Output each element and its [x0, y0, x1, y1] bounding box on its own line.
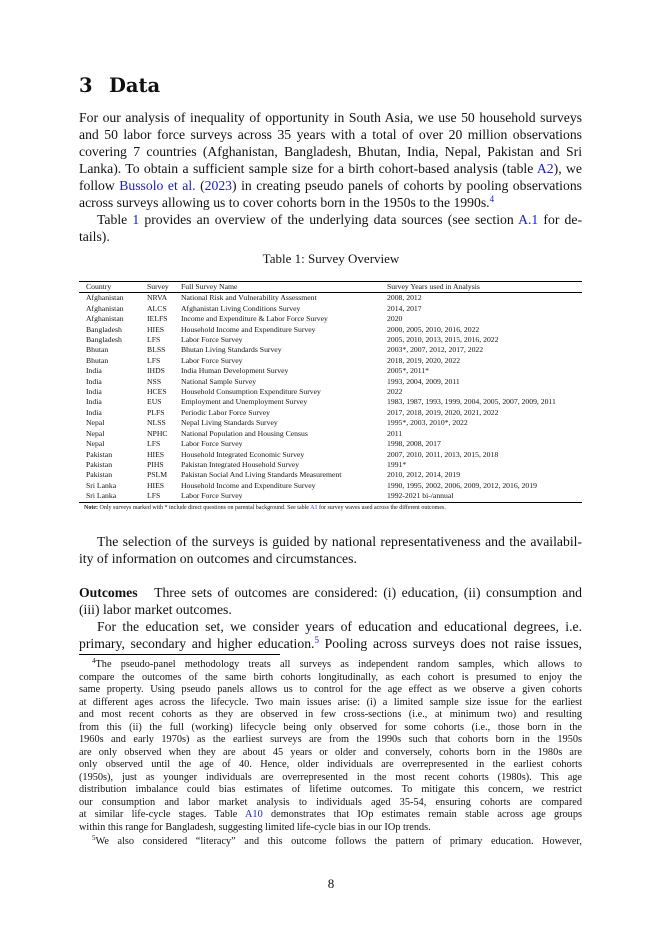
table-cell: Afghanistan	[86, 314, 124, 324]
footnote-4-line: within this range for Bangladesh, suggesting limited life-cycle bias in our IOp trends.	[79, 821, 431, 833]
table-cell: 1990, 1995, 2002, 2006, 2009, 2012, 2016, 2019	[387, 480, 537, 490]
table-cell: Periodic Labor Force Survey	[181, 407, 271, 417]
table-cell: India	[86, 397, 102, 407]
footnote-4-line: at similar life-cycle stages. Table A10 demonstrates that IOp estimates remain stable across age groups	[79, 809, 582, 820]
table-cell: Bhutan Living Standards Survey	[181, 345, 282, 355]
table-cell: 1991*	[387, 459, 407, 469]
table-cell: 1983, 1987, 1993, 1999, 2004, 2005, 2007, 2009, 2011	[387, 397, 556, 407]
table-cell: Pakistan	[86, 470, 113, 480]
intro-line: covering 7 countries (Afghanistan, Bangladesh, Bhutan, India, Nepal, Pakistan and Sri	[79, 144, 582, 159]
table-row	[79, 397, 582, 407]
table-row	[79, 491, 582, 502]
table-cell: 2022	[387, 387, 403, 397]
table-cell: Labor Force Survey	[181, 355, 243, 365]
table-cell: Household Integrated Economic Survey	[181, 449, 305, 459]
table-cell: 2018, 2019, 2020, 2022	[387, 355, 461, 365]
table-cell: PSLM	[147, 470, 168, 480]
intro-line: and 50 labor force surveys across 35 years with a total of over 20 million observations	[79, 127, 582, 142]
table-cell: 2014, 2017	[387, 303, 422, 313]
table-cell: 1993, 2004, 2009, 2011	[387, 376, 460, 386]
outcomes-line: (iii) labor market outcomes.	[79, 602, 232, 617]
table-row	[79, 366, 582, 376]
table-header-row	[79, 282, 582, 293]
table-cell: LFS	[139, 491, 173, 502]
table-cell: Household Income and Expenditure Survey	[181, 480, 316, 490]
footnote-5-marker[interactable]: 5	[314, 635, 319, 645]
citation-author-link[interactable]: Bussolo et al.	[119, 178, 196, 193]
table-cell: India	[86, 376, 102, 386]
column-header: Full Survey Name	[173, 282, 379, 293]
table-cell: BLSS	[147, 345, 166, 355]
table-a10-link[interactable]: A10	[245, 809, 263, 820]
table-cell: 2007, 2010, 2011, 2013, 2015, 2018	[387, 449, 499, 459]
footnote-4-line: are only observed when they are about 45 years or older and conversely, cohorts born in the 1980s are	[79, 746, 582, 758]
table-row	[79, 460, 582, 470]
table-cell: 2005, 2010, 2013, 2015, 2016, 2022	[387, 335, 499, 345]
table-cell: India	[86, 407, 102, 417]
table-cell: Nepal	[86, 439, 105, 449]
table-cell: Employment and Unemployment Survey	[181, 397, 308, 407]
footnote-4-line: and most recent cohorts as they are observed in few cross-sections (i.e., at minimum two) and resulting	[79, 709, 582, 720]
intro-line: For our analysis of inequality of opportunity in South Asia, we use 50 household surveys	[79, 110, 582, 125]
citation-year-link[interactable]: 2023	[204, 178, 233, 193]
footnote-4-line: at different ages across the lifecycle. Two main issues arise: (i) a limited sample size issue for the earliest	[79, 696, 582, 708]
table-cell: 2011	[387, 428, 403, 438]
table-cell: India	[86, 387, 102, 397]
footnote-4-line: $^4$The pseudo-panel methodology treats all surveys as independent random samples, which allows to	[92, 657, 582, 670]
table-cell: Pakistan	[86, 459, 113, 469]
table-row	[79, 418, 582, 428]
table-row	[79, 356, 582, 366]
table-cell: IELFS	[147, 314, 168, 324]
section-a1-link[interactable]: A.1	[518, 212, 539, 227]
table-cell: Household Income and Expenditure Survey	[181, 324, 316, 334]
section-number: 3	[79, 74, 93, 97]
outcomes-line: Outcomes Three sets of outcomes are considered: (i) education, (ii) consumption and	[79, 585, 583, 600]
footnote-4-line: (1950s), just as younger individuals are overrepresented in the most recent cohorts (1980s). This age	[79, 771, 582, 783]
table-cell: Labor Force Survey	[173, 491, 379, 502]
column-header: Country	[79, 282, 139, 293]
table-cell: Bhutan	[86, 355, 109, 365]
footnote-4-line: only observed until the age of 40. Hence, older individuals are overrepresented in the earliest cohorts	[79, 759, 582, 770]
overview-line: tails).	[79, 229, 110, 244]
table-cell: India	[86, 366, 102, 376]
footnote-4-line: our consumption and labor market analysis to individuals aged 35-54, ensuring cohorts are compared	[79, 796, 582, 808]
table-cell: Pakistan Integrated Household Survey	[181, 459, 300, 469]
table-cell: Household Consumption Expenditure Survey	[181, 387, 321, 397]
footnote-rule	[79, 654, 280, 655]
table-row	[79, 387, 582, 397]
table-cell: National Population and Housing Census	[181, 428, 308, 438]
table-cell: NRVA	[147, 293, 168, 303]
table-caption: Table 1: Survey Overview	[262, 251, 400, 266]
intro-line: follow Bussolo et al. (2023) in creating pseudo panels of cohorts by pooling observations	[79, 178, 582, 193]
table-row	[79, 345, 582, 355]
table-row	[79, 293, 582, 304]
table-row	[79, 481, 582, 491]
footnote-4-line: same property. Using pseudo panels allows us to control for the age effect as we observe a given cohorts	[79, 684, 582, 695]
table-cell: Afghanistan	[86, 303, 124, 313]
table-cell: Afghanistan Living Conditions Survey	[181, 303, 301, 313]
table-cell: 1992-2021 bi-/annual	[379, 491, 582, 502]
table-cell: NSS	[147, 376, 162, 386]
table-cell: NLSS	[147, 418, 166, 428]
table-cell: HIES	[147, 324, 165, 334]
table-cell: 2020	[387, 314, 403, 324]
table-cell: India Human Development Survey	[181, 366, 289, 376]
table-cell: 1998, 2008, 2017	[387, 439, 441, 449]
overview-line: Table 1 provides an overview of the underlying data sources (see section A.1 for de-	[97, 212, 583, 227]
table-cell: 2017, 2018, 2019, 2020, 2021, 2022	[387, 407, 499, 417]
table-cell: IHDS	[147, 366, 165, 376]
table-row	[79, 450, 582, 460]
table-cell: EUS	[147, 397, 162, 407]
table-cell: Bangladesh	[86, 335, 122, 345]
table-row	[79, 439, 582, 449]
outcomes-line: For the education set, we consider years of education and educational degrees, i.e.	[97, 619, 582, 634]
table-cell: 1995*, 2003, 2010*, 2022	[387, 418, 468, 428]
footnote-4-marker[interactable]: 4	[489, 194, 495, 204]
survey-overview-table	[79, 281, 582, 503]
table-cell: HCES	[147, 387, 167, 397]
table-1-link[interactable]: 1	[132, 212, 140, 227]
table-cell: Bhutan	[86, 345, 109, 355]
table-cell: Income and Expenditure & Labor Force Survey	[181, 314, 328, 324]
table-cell: 2000, 2005, 2010, 2016, 2022	[387, 324, 480, 334]
table-cell: 2003*, 2007, 2012, 2017, 2022	[387, 345, 484, 355]
footnote-4-line: from this (ii) the full (working) lifecycle being only observed for some cohorts (i.e., those born in the	[79, 721, 582, 733]
column-header: Survey	[139, 282, 173, 293]
table-cell: Sri Lanka	[86, 480, 117, 490]
table-cell: Pakistan Social And Living Standards Measurement	[181, 470, 342, 480]
table-cell: Pakistan	[86, 449, 113, 459]
table-cell: ALCS	[147, 303, 167, 313]
table-cell: Nepal	[86, 418, 105, 428]
table-row	[79, 304, 582, 314]
section-title: Data	[109, 74, 161, 97]
table-cell: LFS	[147, 439, 161, 449]
table-a1-link[interactable]: A1	[310, 505, 318, 511]
table-a2-link[interactable]: A2	[536, 161, 554, 176]
selection-line: ity of information on outcomes and circumstances.	[79, 551, 357, 566]
table-row	[79, 429, 582, 439]
table-cell: 2005*, 2011*	[387, 366, 429, 376]
footnote-4-line: compare the outcomes of the same birth cohorts longitudinally, as each cohort is presumed to enjoy the	[79, 671, 582, 683]
table-cell: LFS	[147, 355, 161, 365]
table-cell: Nepal Living Standards Survey	[181, 418, 278, 428]
table-cell: LFS	[147, 335, 161, 345]
table-cell: 2010, 2012, 2014, 2019	[387, 470, 461, 480]
table-cell: HIES	[147, 480, 165, 490]
table-cell: Sri Lanka	[79, 491, 139, 502]
table-row	[79, 377, 582, 387]
intro-line: Lanka). To obtain a sufficient sample size for a birth cohort-based analysis (table A2), we	[79, 161, 582, 176]
table-cell: Labor Force Survey	[181, 335, 243, 345]
page-number: 8	[327, 876, 335, 891]
table-cell: 2008, 2012	[387, 293, 422, 303]
table-cell: PIHS	[147, 459, 164, 469]
table-cell: Labor Force Survey	[181, 439, 243, 449]
table-row	[79, 314, 582, 324]
table-row	[79, 335, 582, 345]
table-cell: Afghanistan	[86, 293, 124, 303]
intro-line: across surveys allowing us to cover cohorts born in the 1950s to the 1990s.$^4$	[79, 194, 495, 210]
table-cell: PLFS	[147, 407, 165, 417]
table-note: Note: Only surveys marked with * include direct questions on parental background. See table A1 for survey waves used across the different outcomes.	[84, 505, 446, 511]
table-row	[79, 408, 582, 418]
selection-line: The selection of the surveys is guided by national representativeness and the availabil-	[97, 534, 582, 549]
table-cell: National Risk and Vulnerability Assessment	[181, 293, 317, 303]
outcomes-line: primary, secondary and higher education.$^5$ Pooling across surveys does not raise issues,	[79, 635, 582, 651]
table-row	[79, 325, 582, 335]
column-header: Survey Years used in Analysis	[379, 282, 582, 293]
table-cell: Nepal	[86, 428, 105, 438]
footnote-5-line: $^5$We also considered “literacy” and this outcome follows the pattern of primary education. However,	[92, 834, 582, 847]
table-cell: Bangladesh	[86, 324, 122, 334]
footnote-4-line: distribution imbalance could bias estimates of lifetime outcomes. To mitigate this concern, we restrict	[79, 784, 582, 795]
footnote-4-line: 1960s and early 1970s) as the earliest surveys are from the 1990s such that cohorts born in the 1950s	[79, 734, 582, 745]
table-cell: National Sample Survey	[181, 376, 257, 386]
table-cell: NPHC	[147, 428, 168, 438]
table-cell: HIES	[147, 449, 165, 459]
outcomes-heading: Outcomes	[79, 585, 138, 600]
section-heading	[79, 74, 160, 97]
table-row	[79, 470, 582, 480]
